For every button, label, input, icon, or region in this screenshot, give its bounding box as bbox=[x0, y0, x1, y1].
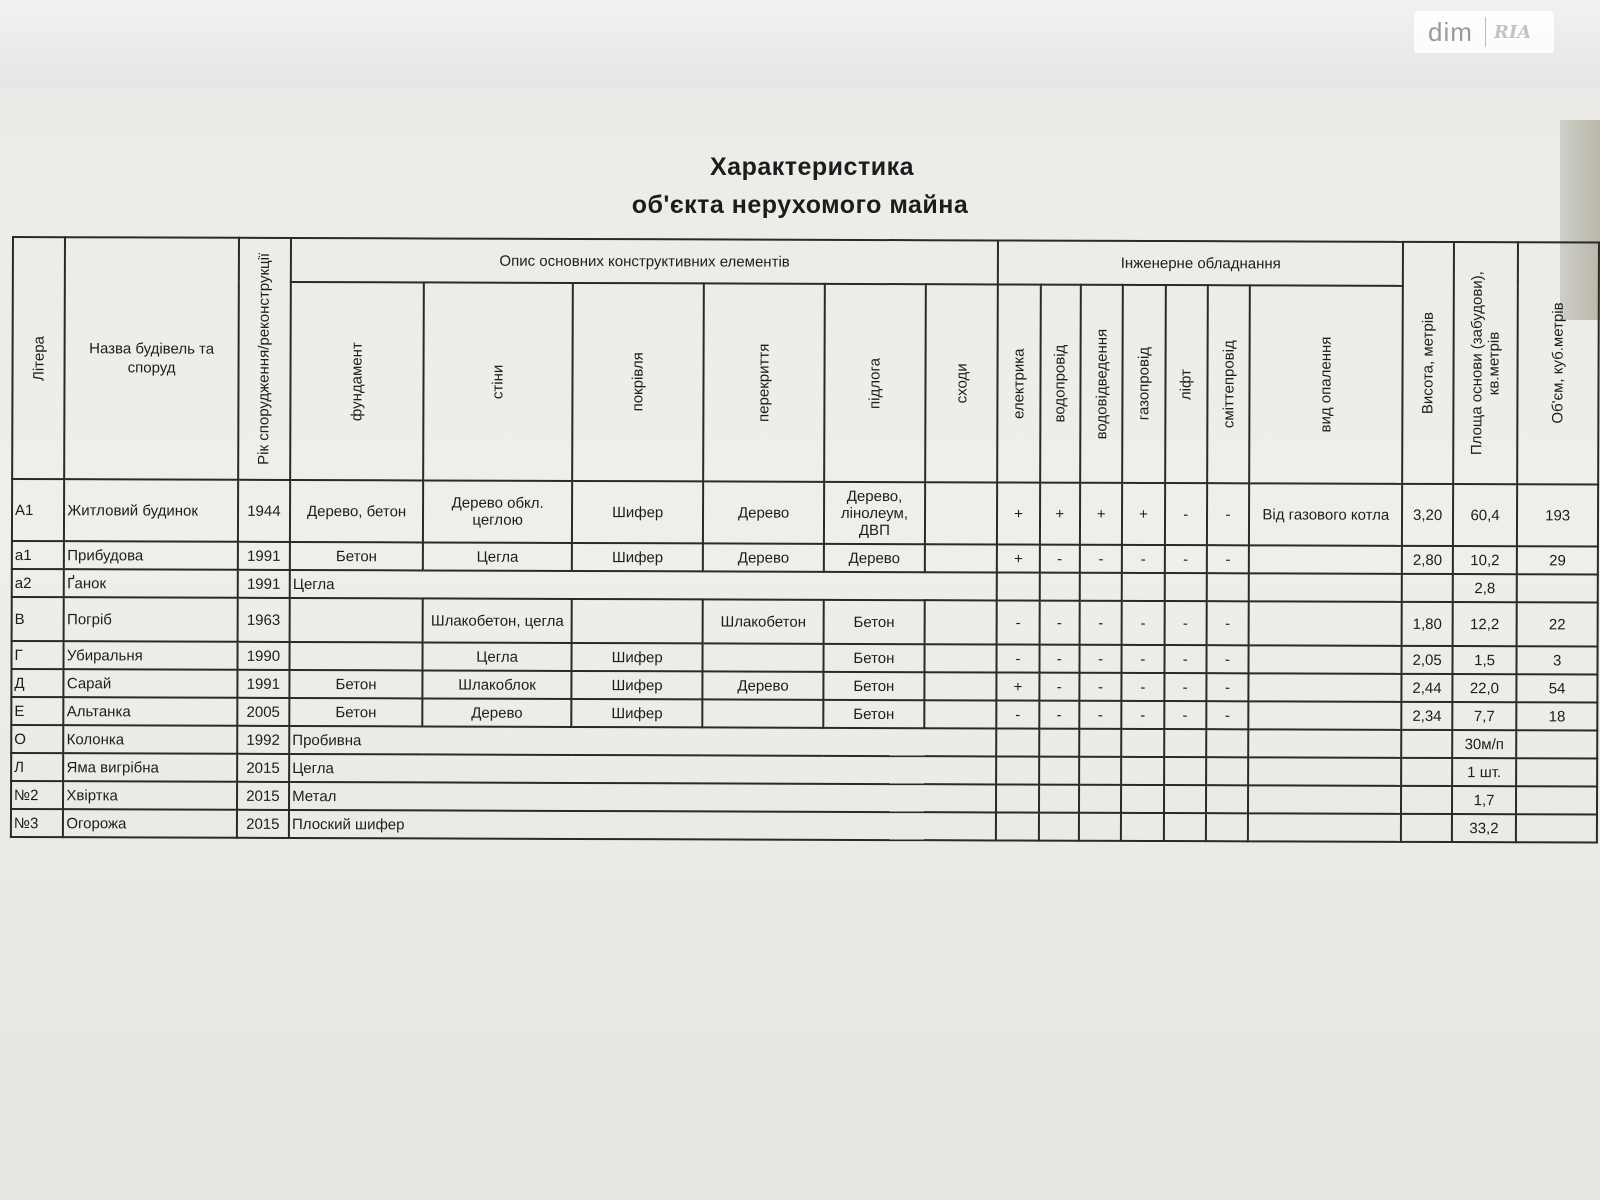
col-header-area: Площа основи (забудови), кв.метрів bbox=[1453, 242, 1518, 484]
cell-water: - bbox=[1039, 545, 1079, 573]
cell-water: - bbox=[1039, 701, 1079, 729]
cell-garbage bbox=[1207, 573, 1249, 601]
cell-litera: А1 bbox=[12, 479, 65, 541]
cell-litera: а1 bbox=[12, 541, 64, 569]
cell-volume: 29 bbox=[1517, 546, 1598, 574]
cell-name: Колонка bbox=[64, 725, 237, 754]
cell-area: 22,0 bbox=[1452, 674, 1517, 702]
cell-ceiling: Шлакобетон bbox=[703, 599, 824, 643]
cell-name: Альтанка bbox=[64, 697, 237, 726]
cell-height: 1,80 bbox=[1402, 602, 1453, 646]
cell-electricity bbox=[996, 784, 1038, 812]
cell-lift: - bbox=[1164, 483, 1207, 545]
col-group-structure: Опис основних конструктивних елементів bbox=[291, 238, 998, 284]
cell-name: Сарай bbox=[64, 669, 237, 698]
cell-material: Пробивна bbox=[289, 726, 996, 756]
cell-material: Метал bbox=[289, 782, 996, 812]
cell-gas: + bbox=[1122, 483, 1165, 545]
cell-roof: Шифер bbox=[572, 643, 703, 671]
col-header-drainage: водовідведення bbox=[1080, 285, 1123, 483]
cell-area: 30м/п bbox=[1452, 730, 1517, 758]
cell-heating bbox=[1248, 701, 1401, 730]
cell-height bbox=[1402, 758, 1452, 786]
cell-year: 1944 bbox=[238, 480, 291, 542]
cell-height bbox=[1402, 574, 1452, 602]
background-top bbox=[0, 0, 1600, 100]
cell-name: Погріб bbox=[64, 597, 237, 642]
col-header-height: Висота, метрів bbox=[1403, 242, 1454, 484]
cell-year: 1990 bbox=[237, 642, 289, 670]
cell-name: Огорожа bbox=[63, 809, 236, 838]
cell-garbage: - bbox=[1206, 673, 1248, 701]
watermark-ria: RIA bbox=[1493, 21, 1532, 43]
cell-floor: Бетон bbox=[823, 700, 924, 728]
cell-ceiling bbox=[703, 643, 824, 671]
cell-year: 2015 bbox=[237, 810, 289, 838]
cell-electricity: + bbox=[997, 482, 1040, 544]
cell-year: 1991 bbox=[238, 542, 290, 570]
cell-heating bbox=[1248, 785, 1401, 814]
cell-name: Ґанок bbox=[64, 569, 237, 598]
cell-walls: Шлакобетон, цегла bbox=[423, 598, 572, 643]
cell-fundament: Бетон bbox=[289, 670, 422, 698]
cell-height bbox=[1401, 814, 1451, 842]
cell-fundament: Дерево, бетон bbox=[290, 480, 423, 542]
cell-stairs bbox=[925, 544, 998, 572]
cell-garbage: - bbox=[1206, 701, 1248, 729]
cell-area: 7,7 bbox=[1452, 702, 1517, 730]
cell-gas: - bbox=[1122, 701, 1164, 729]
cell-name: Убиральня bbox=[64, 641, 237, 670]
col-header-stairs: сходи bbox=[925, 284, 998, 482]
watermark-dim: dim bbox=[1428, 16, 1473, 47]
cell-year: 2015 bbox=[237, 754, 289, 782]
watermark-logo bbox=[1414, 11, 1554, 53]
cell-volume: 22 bbox=[1517, 602, 1598, 646]
col-header-floor: підлога bbox=[824, 284, 925, 482]
cell-stairs bbox=[924, 700, 997, 728]
cell-lift bbox=[1164, 757, 1206, 785]
table-row bbox=[12, 479, 1598, 547]
document-subtitle: об'єкта нерухомого майна bbox=[631, 191, 969, 219]
cell-garbage: - bbox=[1207, 545, 1249, 573]
cell-garbage: - bbox=[1207, 483, 1250, 545]
cell-drainage bbox=[1079, 729, 1121, 757]
cell-gas: - bbox=[1122, 601, 1164, 645]
cell-height: 2,80 bbox=[1402, 546, 1452, 574]
cell-roof: Шифер bbox=[572, 481, 703, 543]
cell-litera: Д bbox=[11, 669, 63, 697]
cell-electricity: - bbox=[997, 600, 1039, 644]
col-header-walls: стіни bbox=[423, 282, 573, 481]
cell-volume bbox=[1516, 786, 1597, 814]
col-header-heating: вид опалення bbox=[1249, 285, 1403, 484]
cell-ceiling: Дерево bbox=[703, 481, 824, 543]
cell-height: 2,34 bbox=[1402, 702, 1452, 730]
cell-volume bbox=[1517, 574, 1598, 602]
cell-volume: 18 bbox=[1517, 702, 1598, 730]
cell-material: Цегла bbox=[289, 754, 996, 784]
cell-walls: Дерево bbox=[422, 698, 571, 727]
cell-heating bbox=[1249, 601, 1402, 646]
cell-electricity bbox=[996, 756, 1038, 784]
cell-gas bbox=[1122, 573, 1164, 601]
cell-gas: - bbox=[1122, 673, 1164, 701]
cell-volume: 193 bbox=[1517, 484, 1598, 546]
cell-litera: Л bbox=[11, 753, 63, 781]
col-header-ceiling: перекриття bbox=[703, 283, 825, 481]
cell-drainage bbox=[1079, 785, 1121, 813]
cell-drainage bbox=[1079, 813, 1121, 841]
cell-area: 10,2 bbox=[1453, 546, 1518, 574]
cell-litera: №3 bbox=[11, 809, 63, 837]
cell-litera: №2 bbox=[11, 781, 63, 809]
col-header-fundament: фундамент bbox=[290, 282, 424, 480]
cell-lift: - bbox=[1164, 673, 1206, 701]
cell-walls: Цегла bbox=[423, 642, 572, 671]
cell-volume: 3 bbox=[1517, 646, 1598, 674]
cell-fundament bbox=[290, 598, 423, 642]
cell-litera: Е bbox=[11, 697, 63, 725]
cell-height bbox=[1402, 730, 1452, 758]
cell-litera: Г bbox=[11, 641, 63, 669]
cell-year: 2015 bbox=[237, 782, 289, 810]
cell-lift: - bbox=[1164, 701, 1206, 729]
cell-drainage: + bbox=[1080, 483, 1123, 545]
cell-drainage: - bbox=[1079, 645, 1121, 673]
cell-electricity: + bbox=[997, 672, 1039, 700]
cell-litera: В bbox=[12, 597, 65, 641]
cell-roof bbox=[572, 599, 703, 643]
cell-name: Хвіртка bbox=[63, 781, 236, 810]
cell-stairs bbox=[925, 482, 998, 544]
cell-area: 2,8 bbox=[1453, 574, 1518, 602]
col-header-litera: Літера bbox=[12, 237, 65, 479]
cell-garbage: - bbox=[1206, 601, 1248, 645]
cell-lift: - bbox=[1164, 545, 1206, 573]
col-header-garbage: сміттепровід bbox=[1207, 285, 1250, 483]
cell-heating bbox=[1249, 645, 1402, 674]
cell-area: 33,2 bbox=[1452, 814, 1517, 842]
cell-heating bbox=[1249, 545, 1402, 574]
cell-water bbox=[1039, 785, 1079, 813]
cell-stairs bbox=[924, 672, 997, 700]
col-header-gas: газопровід bbox=[1122, 285, 1165, 483]
cell-area: 12,2 bbox=[1452, 602, 1517, 646]
cell-drainage bbox=[1079, 757, 1121, 785]
cell-water: + bbox=[1040, 483, 1081, 545]
cell-walls: Цегла bbox=[423, 542, 572, 571]
cell-floor: Бетон bbox=[823, 672, 924, 700]
cell-gas: - bbox=[1122, 545, 1164, 573]
cell-fundament: Бетон bbox=[289, 698, 422, 726]
cell-year: 1963 bbox=[237, 598, 290, 642]
cell-ceiling: Дерево bbox=[703, 671, 824, 699]
table-row bbox=[12, 597, 1598, 647]
cell-floor: Бетон bbox=[824, 600, 925, 644]
cell-floor: Бетон bbox=[824, 644, 925, 672]
cell-roof: Шифер bbox=[572, 671, 703, 699]
cell-garbage: - bbox=[1206, 645, 1248, 673]
cell-garbage bbox=[1206, 813, 1248, 841]
cell-gas bbox=[1121, 813, 1163, 841]
cell-material: Плоский шифер bbox=[289, 810, 996, 840]
watermark-divider bbox=[1485, 17, 1486, 47]
cell-garbage bbox=[1206, 785, 1248, 813]
cell-year: 1991 bbox=[237, 570, 289, 598]
cell-electricity: - bbox=[997, 700, 1039, 728]
cell-heating bbox=[1249, 673, 1402, 702]
cell-drainage: - bbox=[1080, 545, 1122, 573]
document-title: Характеристика bbox=[710, 153, 914, 181]
cell-heating bbox=[1249, 573, 1402, 602]
cell-gas bbox=[1121, 729, 1163, 757]
cell-height bbox=[1401, 786, 1451, 814]
cell-lift bbox=[1164, 573, 1206, 601]
cell-drainage bbox=[1080, 573, 1122, 601]
cell-lift: - bbox=[1164, 601, 1206, 645]
cell-heating bbox=[1248, 757, 1401, 786]
cell-ceiling: Дерево bbox=[703, 543, 824, 571]
cell-lift bbox=[1163, 813, 1205, 841]
cell-walls: Шлакоблок bbox=[422, 670, 571, 699]
cell-water bbox=[1039, 573, 1079, 601]
cell-drainage: - bbox=[1079, 673, 1121, 701]
cell-year: 1992 bbox=[237, 726, 289, 754]
cell-fundament bbox=[290, 642, 423, 670]
table-row bbox=[11, 809, 1597, 843]
col-header-water: водопровід bbox=[1040, 285, 1081, 483]
cell-water bbox=[1039, 729, 1079, 757]
cell-water bbox=[1039, 757, 1079, 785]
cell-volume: 54 bbox=[1517, 674, 1598, 702]
cell-heating bbox=[1248, 813, 1401, 842]
cell-gas bbox=[1121, 785, 1163, 813]
cell-stairs bbox=[924, 644, 997, 672]
cell-electricity bbox=[996, 812, 1038, 840]
cell-area: 1,5 bbox=[1452, 646, 1517, 674]
col-group-engineering: Інженерне обладнання bbox=[998, 240, 1403, 285]
property-table-wrapper bbox=[10, 236, 1600, 864]
cell-name: Яма вигрібна bbox=[63, 753, 236, 782]
cell-roof: Шифер bbox=[571, 699, 702, 727]
cell-water bbox=[1039, 813, 1079, 841]
cell-garbage bbox=[1206, 729, 1248, 757]
cell-name: Житловий будинок bbox=[64, 479, 238, 542]
cell-gas bbox=[1121, 757, 1163, 785]
cell-stairs bbox=[924, 600, 997, 644]
cell-lift bbox=[1164, 729, 1206, 757]
cell-electricity: - bbox=[997, 644, 1039, 672]
cell-floor: Дерево, лінолеум, ДВП bbox=[824, 482, 925, 544]
cell-gas: - bbox=[1122, 645, 1164, 673]
cell-water: - bbox=[1039, 673, 1079, 701]
cell-heating: Від газового котла bbox=[1249, 483, 1402, 546]
col-header-lift: ліфт bbox=[1165, 285, 1208, 483]
cell-volume bbox=[1516, 730, 1597, 758]
cell-drainage: - bbox=[1080, 601, 1122, 645]
cell-roof: Шифер bbox=[572, 543, 703, 571]
cell-water: - bbox=[1039, 601, 1079, 645]
cell-walls: Дерево обкл. цеглою bbox=[423, 480, 572, 543]
cell-area: 1,7 bbox=[1452, 786, 1517, 814]
cell-year: 1991 bbox=[237, 670, 289, 698]
cell-heating bbox=[1248, 729, 1401, 758]
cell-height: 2,44 bbox=[1402, 674, 1452, 702]
cell-height: 2,05 bbox=[1402, 646, 1452, 674]
cell-lift: - bbox=[1164, 645, 1206, 673]
cell-height: 3,20 bbox=[1402, 484, 1453, 546]
col-header-volume: Об'єм, куб.метрів bbox=[1517, 242, 1599, 484]
cell-floor: Дерево bbox=[824, 544, 925, 572]
cell-area: 1 шт. bbox=[1452, 758, 1517, 786]
col-header-roof: покрівля bbox=[572, 283, 704, 481]
cell-drainage: - bbox=[1079, 701, 1121, 729]
property-table bbox=[10, 236, 1600, 844]
cell-water: - bbox=[1039, 645, 1079, 673]
cell-volume bbox=[1516, 814, 1597, 842]
cell-volume bbox=[1516, 758, 1597, 786]
col-header-electricity: електрика bbox=[997, 284, 1040, 482]
cell-litera: О bbox=[11, 725, 63, 753]
cell-garbage bbox=[1206, 757, 1248, 785]
cell-fundament: Бетон bbox=[290, 542, 423, 570]
cell-electricity bbox=[997, 572, 1039, 600]
cell-area: 60,4 bbox=[1453, 484, 1518, 546]
cell-litera: а2 bbox=[12, 569, 64, 597]
cell-electricity bbox=[997, 728, 1039, 756]
cell-ceiling bbox=[702, 699, 823, 727]
col-header-name: Назва будівель та споруд bbox=[65, 237, 239, 480]
cell-material: Цегла bbox=[290, 570, 997, 600]
cell-lift bbox=[1164, 785, 1206, 813]
col-header-year: Рік спорудження/реконструкції bbox=[238, 238, 291, 480]
cell-electricity: + bbox=[997, 544, 1039, 572]
cell-year: 2005 bbox=[237, 698, 289, 726]
cell-name: Прибудова bbox=[64, 541, 237, 570]
